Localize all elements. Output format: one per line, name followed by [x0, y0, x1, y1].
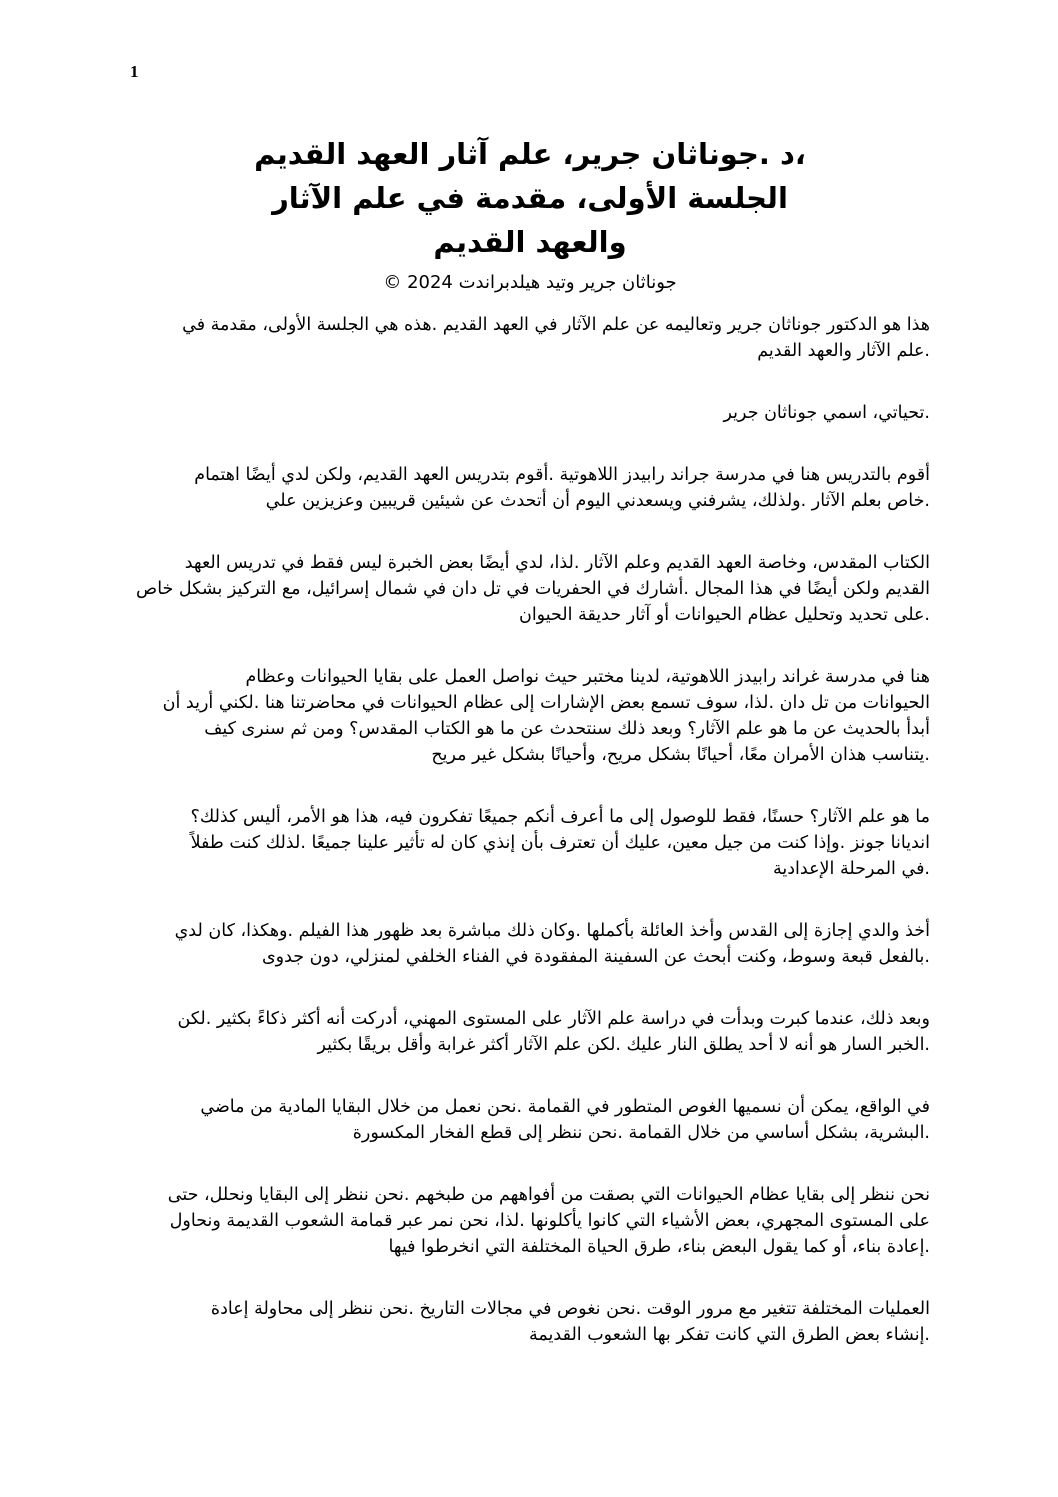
paragraph-line: الكتاب المقدس، وخاصة العهد القديم وعلم الآثار .لذا، لدي أيضًا بعض الخبرة ليس فقط في تدريس العهد: [184, 553, 930, 573]
paragraph: [130, 918, 930, 970]
paragraph: [130, 400, 930, 426]
paragraph-line: .علم الآثار والعهد القديم: [757, 341, 930, 361]
paragraph-line: .في المرحلة الإعدادية: [773, 859, 930, 879]
paragraph-line: .تحياتي، اسمي جوناثان جرير: [723, 403, 930, 423]
paragraph: [130, 804, 930, 882]
paragraph-line: الحيوانات من تل دان .لذا، سوف تسمع بعض الإشارات إلى عظام الحيوانات في محاضرتنا هنا .لكني أريد أن: [162, 693, 930, 713]
paragraph-line: نحن ننظر إلى بقايا عظام الحيوانات التي بصقت من أفواههم من طبخهم .نحن ننظر إلى البقايا ونحلل، حتى: [167, 1185, 930, 1205]
paragraph: [130, 550, 930, 628]
title-line-3: والعهد القديم: [433, 225, 627, 259]
paragraph-line: هذا هو الدكتور جوناثان جرير وتعاليمه عن علم الآثار في العهد القديم .هذه هي الجلسة الأولى، مقدمة في: [182, 315, 930, 335]
paragraph: [130, 1296, 930, 1348]
document-title: [130, 132, 930, 298]
paragraph-line: .إنشاء بعض الطرق التي كانت تفكر بها الشعوب القديمة: [529, 1325, 930, 1345]
document-body: [130, 312, 930, 1384]
paragraph-line: .بالفعل قبعة وسوط، وكنت أبحث عن السفينة المفقودة في الفناء الخلفي لمنزلي، دون جدوى: [261, 947, 930, 967]
title-line-2: الجلسة الأولى، مقدمة في علم الآثار: [272, 181, 788, 215]
paragraph-line: العمليات المختلفة تتغير مع مرور الوقت .نحن نغوص في مجالات التاريخ .نحن ننظر إلى محاولة إعادة: [210, 1299, 930, 1319]
paragraph-line: .يتناسب هذان الأمران معًا، أحيانًا بشكل مريح، وأحيانًا بشكل غير مريح: [431, 745, 930, 765]
paragraph: [130, 1006, 930, 1058]
copyright-notice: جوناثان جرير وتيد هيلدبراندت 2024 ©: [383, 272, 677, 293]
title-line-1: ،د .جوناثان جرير، علم آثار العهد القديم: [254, 137, 806, 171]
paragraph: [130, 1182, 930, 1260]
paragraph-line: أخذ والدي إجازة إلى القدس وأخذ العائلة بأكملها .وكان ذلك مباشرة بعد ظهور هذا الفيلم .وهكذا، كان لدي: [174, 921, 930, 941]
paragraph: [130, 462, 930, 514]
paragraph-line: هنا في مدرسة غراند رابيدز اللاهوتية، لدينا مختبر حيث نواصل العمل على بقايا الحيوانات وعظام: [245, 667, 930, 687]
paragraph-line: القديم ولكن أيضًا في هذا المجال .أشارك في الحفريات في تل دان في شمال إسرائيل، مع التركيز بشكل خاص: [136, 579, 930, 599]
paragraph: [130, 1094, 930, 1146]
paragraph-line: على المستوى المجهري، بعض الأشياء التي كانوا يأكلونها .لذا، نحن نمر عبر قمامة الشعوب القديمة ونحاول: [169, 1211, 930, 1231]
paragraph-line: انديانا جونز .وإذا كنت من جيل معين، عليك أن تعترف بأن إنذي كان له تأثير علينا جميعًا .لذلك كنت طفلاً: [190, 833, 930, 853]
paragraph-line: أبدأ بالحديث عن ما هو علم الآثار؟ وبعد ذلك سنتحدث عن ما هو الكتاب المقدس؟ ومن ثم سنرى كيف: [204, 719, 930, 739]
paragraph-line: أقوم بالتدريس هنا في مدرسة جراند رابيدز اللاهوتية .أقوم بتدريس العهد القديم، ولكن لدي أيضًا اهتمام: [194, 465, 930, 485]
paragraph-line: ما هو علم الآثار؟ حسنًا، فقط للوصول إلى ما أعرف أنكم جميعًا تفكرون فيه، هذا هو الأمر، أليس كذلك؟: [190, 807, 930, 827]
paragraph: [130, 664, 930, 768]
paragraph-line: .إعادة بناء، أو كما يقول البعض بناء، طرق الحياة المختلفة التي انخرطوا فيها: [388, 1237, 930, 1257]
page-number: 1: [130, 62, 139, 81]
paragraph-line: وبعد ذلك، عندما كبرت وبدأت في دراسة علم الآثار على المستوى المهني، أدركت أنه أكثر ذكاءً بكثير .لكن: [177, 1009, 930, 1029]
paragraph-line: في الواقع، يمكن أن نسميها الغوص المتطور في القمامة .نحن نعمل من خلال البقايا المادية من ماضي: [200, 1097, 930, 1117]
paragraph-line: .خاص بعلم الآثار .ولذلك، يشرفني ويسعدني اليوم أن أتحدث عن شيئين قريبين وعزيزين علي: [265, 491, 930, 511]
paragraph-line: .البشرية، بشكل أساسي من خلال القمامة .نحن ننظر إلى قطع الفخار المكسورة: [352, 1123, 930, 1143]
paragraph-line: .على تحديد وتحليل عظام الحيوانات أو آثار حديقة الحيوان: [518, 605, 930, 625]
paragraph: [130, 312, 930, 364]
paragraph-line: .الخبر السار هو أنه لا أحد يطلق النار عليك .لكن علم الآثار أكثر غرابة وأقل بريقًا بكثير: [317, 1035, 930, 1055]
